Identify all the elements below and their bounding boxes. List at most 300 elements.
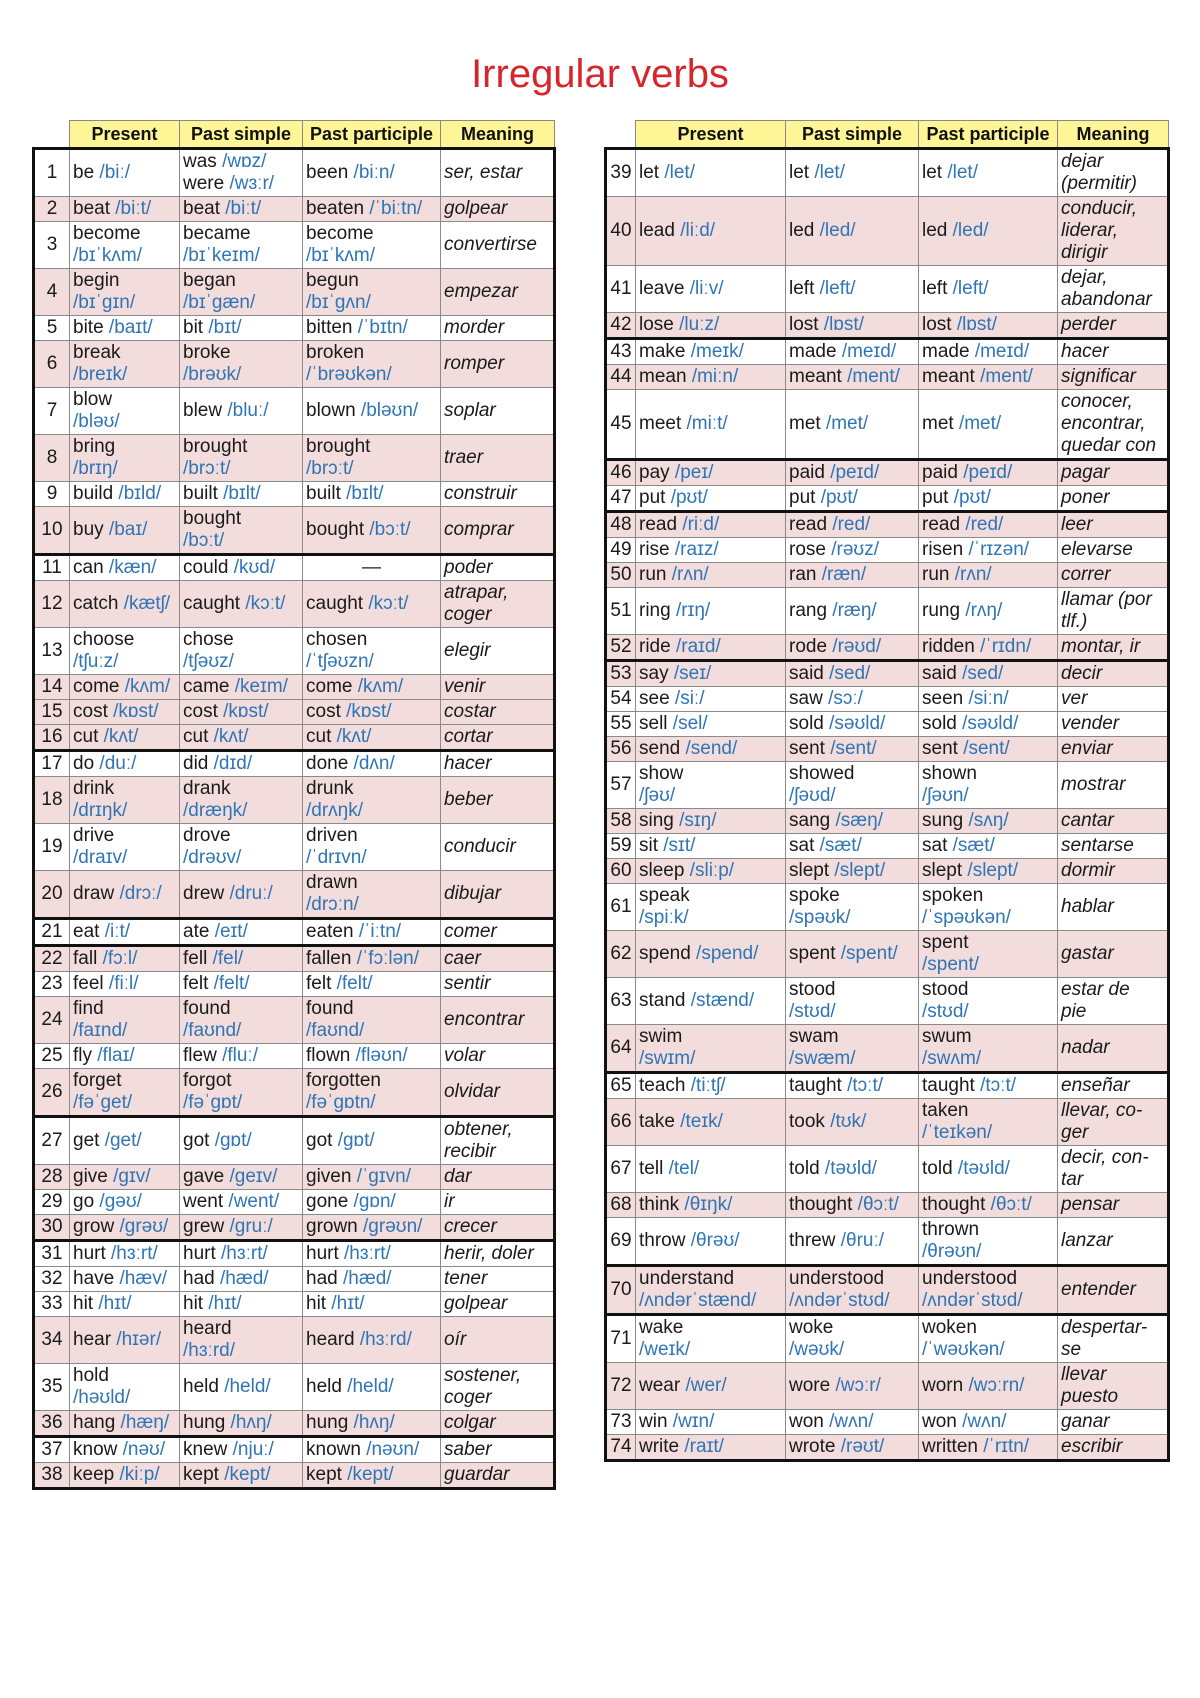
cell-participle xyxy=(303,1215,441,1241)
row-number: 74 xyxy=(606,1435,636,1461)
phonetic-transcription: /slept/ xyxy=(967,860,1019,881)
phonetic-transcription: /kept/ xyxy=(224,1464,271,1485)
cell-past xyxy=(786,1073,919,1099)
phonetic-transcription: /hɪər/ xyxy=(116,1329,162,1350)
cell-meaning: ganar xyxy=(1058,1410,1169,1435)
phonetic-transcription: /fəˈɡɒtn/ xyxy=(306,1092,376,1113)
phonetic-transcription: /kʊd/ xyxy=(233,557,276,578)
cell-meaning: despertar- se xyxy=(1058,1315,1169,1363)
phonetic-transcription: /bɪlt/ xyxy=(346,483,384,504)
verb-form: gave xyxy=(183,1166,230,1187)
cell-present xyxy=(636,149,786,197)
verb-form: do xyxy=(73,753,100,774)
phonetic-transcription: /kept/ xyxy=(347,1464,394,1485)
cell-past xyxy=(786,809,919,834)
phonetic-transcription: /sæt/ xyxy=(819,835,862,856)
verb-form: swum xyxy=(922,1026,972,1047)
verb-form: chosen xyxy=(306,629,368,650)
cell-participle xyxy=(919,884,1058,931)
phonetic-transcription: /iːt/ xyxy=(104,921,131,942)
verb-form: have xyxy=(73,1268,120,1289)
phonetic-transcription: /sent/ xyxy=(830,738,877,759)
phonetic-transcription: /θrəʊn/ xyxy=(922,1241,982,1262)
verb-row xyxy=(34,482,555,507)
verb-form: led xyxy=(789,220,820,241)
verb-form: teach xyxy=(639,1075,691,1096)
verb-form: sell xyxy=(639,713,673,734)
verb-form: got xyxy=(183,1130,215,1151)
cell-participle xyxy=(303,341,441,388)
verb-form: forget xyxy=(73,1070,122,1091)
phonetic-transcription: /siː/ xyxy=(674,688,705,709)
row-number: 22 xyxy=(34,946,70,972)
cell-past xyxy=(180,824,303,871)
phonetic-transcription: /dræŋk/ xyxy=(183,800,248,821)
verb-form: become xyxy=(73,223,141,244)
row-number: 64 xyxy=(606,1025,636,1073)
cell-meaning: gastar xyxy=(1058,931,1169,978)
cell-past xyxy=(180,269,303,316)
cell-present xyxy=(70,1241,180,1267)
verb-form: leave xyxy=(639,278,690,299)
cell-past xyxy=(180,919,303,946)
verb-form: rose xyxy=(789,539,832,560)
verb-form: buy xyxy=(73,519,109,540)
phonetic-transcription: /hɜːrt/ xyxy=(344,1243,391,1264)
cell-participle xyxy=(303,1165,441,1190)
phonetic-transcription: /kɒst/ xyxy=(346,701,392,722)
verb-row xyxy=(34,871,555,919)
row-number: 72 xyxy=(606,1363,636,1410)
cell-meaning: dibujar xyxy=(441,871,555,919)
phonetic-transcription: /pʊt/ xyxy=(820,487,858,508)
phonetic-transcription: /kɒst/ xyxy=(113,701,159,722)
cell-participle xyxy=(919,390,1058,460)
cell-past xyxy=(786,538,919,563)
phonetic-transcription: /hæŋ/ xyxy=(120,1412,170,1433)
cell-past xyxy=(180,388,303,435)
verb-form: sat xyxy=(789,835,820,856)
phonetic-transcription: /bɔːt/ xyxy=(369,519,411,540)
cell-present xyxy=(70,675,180,700)
cell-past xyxy=(786,834,919,859)
phonetic-transcription: /θɔːt/ xyxy=(990,1194,1032,1215)
verb-form: taught xyxy=(922,1075,981,1096)
phonetic-transcription: /held/ xyxy=(224,1376,271,1397)
verb-row xyxy=(606,978,1169,1025)
verb-form: brought xyxy=(183,436,248,457)
verb-form: hung xyxy=(183,1412,231,1433)
cell-participle xyxy=(919,460,1058,486)
row-number: 14 xyxy=(34,675,70,700)
verb-table-right xyxy=(604,120,1170,1462)
verb-row xyxy=(34,1190,555,1215)
cell-present xyxy=(636,512,786,538)
phonetic-transcription: /spend/ xyxy=(696,943,759,964)
verb-row xyxy=(606,339,1169,365)
row-number: 37 xyxy=(34,1437,70,1463)
cell-present xyxy=(70,1190,180,1215)
cell-participle xyxy=(919,588,1058,635)
cell-participle xyxy=(919,661,1058,687)
cell-past xyxy=(786,266,919,313)
cell-past xyxy=(180,751,303,777)
cell-past xyxy=(180,1411,303,1437)
phonetic-transcription: /bɪlt/ xyxy=(223,483,261,504)
phonetic-transcription: /fel/ xyxy=(212,948,244,969)
row-number: 63 xyxy=(606,978,636,1025)
verb-form: say xyxy=(639,663,674,684)
cell-meaning: cantar xyxy=(1058,809,1169,834)
cell-past xyxy=(180,555,303,581)
cell-past xyxy=(786,978,919,1025)
verb-form: met xyxy=(789,413,826,434)
phonetic-transcription: /seɪ/ xyxy=(673,663,712,684)
header-row xyxy=(34,121,555,149)
cell-meaning: golpear xyxy=(441,1292,555,1317)
cell-past xyxy=(786,687,919,712)
row-number: 56 xyxy=(606,737,636,762)
phonetic-transcription: /stʊd/ xyxy=(922,1001,969,1022)
verb-row xyxy=(34,1437,555,1463)
phonetic-transcription: /sliːp/ xyxy=(689,860,735,881)
verb-form: drew xyxy=(183,883,230,904)
cell-meaning: cortar xyxy=(441,725,555,751)
verb-row xyxy=(34,197,555,222)
verb-row xyxy=(34,1117,555,1165)
cell-participle xyxy=(919,1410,1058,1435)
verb-form: blow xyxy=(73,389,113,410)
row-number: 27 xyxy=(34,1117,70,1165)
cell-meaning: elevarse xyxy=(1058,538,1169,563)
row-number: 19 xyxy=(34,824,70,871)
phonetic-transcription: /bluː/ xyxy=(227,400,269,421)
phonetic-transcription: /hæd/ xyxy=(342,1268,392,1289)
verb-form: led xyxy=(922,220,953,241)
cell-past xyxy=(786,1193,919,1218)
cell-present xyxy=(70,1165,180,1190)
cell-past xyxy=(786,512,919,538)
phonetic-transcription: /spent/ xyxy=(840,943,898,964)
phonetic-transcription: /siːn/ xyxy=(968,688,1009,709)
phonetic-transcription: /təʊld/ xyxy=(824,1158,877,1179)
phonetic-transcription: /swɪm/ xyxy=(639,1048,696,1069)
verb-row xyxy=(34,1069,555,1117)
phonetic-transcription: /slept/ xyxy=(834,860,886,881)
verb-form: sung xyxy=(922,810,969,831)
cell-present xyxy=(70,725,180,751)
phonetic-transcription: /ˈwəʊkən/ xyxy=(922,1339,1005,1360)
verb-form: sold xyxy=(789,713,830,734)
cell-past xyxy=(180,222,303,269)
verb-form: win xyxy=(639,1411,673,1432)
cell-past xyxy=(180,1069,303,1117)
verb-row xyxy=(606,1266,1169,1315)
cell-participle xyxy=(303,1292,441,1317)
cell-past xyxy=(786,1315,919,1363)
phonetic-transcription: /stʊd/ xyxy=(789,1001,836,1022)
phonetic-transcription: /liːd/ xyxy=(680,220,716,241)
verb-form: paid xyxy=(789,462,831,483)
verb-form: held xyxy=(306,1376,348,1397)
cell-meaning: romper xyxy=(441,341,555,388)
cell-past xyxy=(786,1025,919,1073)
verb-form: speak xyxy=(639,885,690,906)
phonetic-transcription: /biːt/ xyxy=(115,198,152,219)
phonetic-transcription: /njuː/ xyxy=(232,1439,274,1460)
verb-row xyxy=(606,1073,1169,1099)
cell-present xyxy=(636,687,786,712)
cell-past xyxy=(786,1218,919,1266)
phonetic-transcription: /tʊk/ xyxy=(830,1111,867,1132)
phonetic-transcription: /kɔːt/ xyxy=(368,593,409,614)
verb-form: flew xyxy=(183,1045,223,1066)
verb-form: sat xyxy=(922,835,953,856)
cell-present xyxy=(636,563,786,588)
row-number: 21 xyxy=(34,919,70,946)
cell-present xyxy=(636,266,786,313)
cell-past xyxy=(786,1266,919,1315)
verb-form: feel xyxy=(73,973,109,994)
cell-past xyxy=(786,661,919,687)
verb-form: run xyxy=(639,564,672,585)
phonetic-transcription: /ræŋ/ xyxy=(832,600,877,621)
verb-form: lost xyxy=(789,314,824,335)
phonetic-transcription: /bɪˈɡʌn/ xyxy=(306,292,371,313)
phonetic-transcription: /hɜːrd/ xyxy=(359,1329,412,1350)
verb-form: cut xyxy=(306,726,337,747)
verb-form: chose xyxy=(183,629,234,650)
verb-form: blew xyxy=(183,400,228,421)
verb-form: grown xyxy=(306,1216,364,1237)
cell-participle xyxy=(919,1099,1058,1146)
cell-meaning: conocer, encontrar, quedar con xyxy=(1058,390,1169,460)
phonetic-transcription: /breɪk/ xyxy=(73,364,128,385)
cell-present xyxy=(636,859,786,884)
phonetic-transcription: /nəʊ/ xyxy=(122,1439,166,1460)
cell-meaning: volar xyxy=(441,1044,555,1069)
phonetic-transcription: /ʌndərˈstʊd/ xyxy=(789,1290,890,1311)
cell-participle xyxy=(303,581,441,628)
cell-present xyxy=(70,507,180,555)
phonetic-transcription: /rəʊz/ xyxy=(831,539,880,560)
cell-participle xyxy=(303,269,441,316)
cell-present xyxy=(636,486,786,512)
phonetic-transcription: /dɪd/ xyxy=(213,753,253,774)
cell-participle xyxy=(919,563,1058,588)
cell-present xyxy=(636,1025,786,1073)
cell-present xyxy=(70,628,180,675)
verb-form: ridden xyxy=(922,636,981,657)
verb-row xyxy=(606,1410,1169,1435)
verb-form: spent xyxy=(922,932,969,953)
cell-participle xyxy=(303,700,441,725)
verb-form: woke xyxy=(789,1317,834,1338)
verb-form: fallen xyxy=(306,948,357,969)
cell-participle xyxy=(303,972,441,997)
verb-form: understood xyxy=(789,1268,885,1289)
cell-meaning: oír xyxy=(441,1317,555,1364)
row-number: 68 xyxy=(606,1193,636,1218)
verb-form: put xyxy=(639,487,671,508)
verb-form: sold xyxy=(922,713,963,734)
phonetic-transcription: /led/ xyxy=(819,220,856,241)
verb-row xyxy=(34,316,555,341)
cell-present xyxy=(636,1193,786,1218)
cell-present xyxy=(70,700,180,725)
phonetic-transcription: /ˈtʃəʊzn/ xyxy=(306,651,374,672)
verb-row xyxy=(34,919,555,946)
cell-past xyxy=(786,1435,919,1461)
verb-form: had xyxy=(306,1268,343,1289)
verb-form: told xyxy=(922,1158,958,1179)
cell-meaning: golpear xyxy=(441,197,555,222)
verb-form: beat xyxy=(73,198,116,219)
verb-form: find xyxy=(73,998,104,1019)
cell-participle xyxy=(303,1241,441,1267)
phonetic-transcription: /wɔːr/ xyxy=(835,1375,881,1396)
cell-present xyxy=(70,1364,180,1411)
cell-present xyxy=(636,390,786,460)
phonetic-transcription: /fiːl/ xyxy=(108,973,139,994)
cell-present xyxy=(70,946,180,972)
cell-present xyxy=(636,1266,786,1315)
row-number: 40 xyxy=(606,197,636,266)
verb-form: catch xyxy=(73,593,124,614)
phonetic-transcription: /kʌt/ xyxy=(336,726,372,747)
cell-participle xyxy=(919,1435,1058,1461)
cell-present xyxy=(636,884,786,931)
cell-meaning: obtener, recibir xyxy=(441,1117,555,1165)
verb-form: beaten xyxy=(306,198,370,219)
row-number: 53 xyxy=(606,661,636,687)
phonetic-transcription: /hɪt/ xyxy=(208,1293,242,1314)
row-number: 7 xyxy=(34,388,70,435)
verb-form: known xyxy=(306,1439,367,1460)
header-past-simple: Past simple xyxy=(180,121,303,149)
cell-meaning: guardar xyxy=(441,1463,555,1489)
cell-meaning: construir xyxy=(441,482,555,507)
cell-participle xyxy=(919,1073,1058,1099)
phonetic-transcription: /meɪd/ xyxy=(841,341,897,362)
cell-present xyxy=(636,538,786,563)
cell-participle xyxy=(919,149,1058,197)
cell-present xyxy=(636,762,786,809)
phonetic-transcription: /ˈdrɪvn/ xyxy=(306,847,367,868)
verb-form: break xyxy=(73,342,121,363)
verb-row xyxy=(606,197,1169,266)
verb-form: ate xyxy=(183,921,215,942)
cell-past xyxy=(180,1044,303,1069)
phonetic-transcription: /ʌndərˈstʊd/ xyxy=(922,1290,1023,1311)
verb-form: spoken xyxy=(922,885,984,906)
verb-row xyxy=(34,1411,555,1437)
row-number: 70 xyxy=(606,1266,636,1315)
verb-form: make xyxy=(639,341,691,362)
cell-present xyxy=(636,460,786,486)
cell-participle xyxy=(919,1193,1058,1218)
cell-meaning: herir, doler xyxy=(441,1241,555,1267)
cell-participle xyxy=(303,388,441,435)
cell-meaning: caer xyxy=(441,946,555,972)
verb-form: showed xyxy=(789,763,855,784)
verb-row xyxy=(34,725,555,751)
cell-past xyxy=(180,1215,303,1241)
cell-present xyxy=(70,871,180,919)
verb-form: run xyxy=(922,564,955,585)
row-number: 17 xyxy=(34,751,70,777)
cell-present xyxy=(70,149,180,197)
phonetic-transcription: /sʌŋ/ xyxy=(968,810,1009,831)
verb-form: seen xyxy=(922,688,969,709)
cell-participle xyxy=(303,1317,441,1364)
phonetic-transcription: /ɡet/ xyxy=(104,1130,142,1151)
verb-row xyxy=(606,834,1169,859)
verb-row xyxy=(606,687,1169,712)
verb-form: ride xyxy=(639,636,676,657)
phonetic-transcription: /biːt/ xyxy=(225,198,262,219)
cell-past xyxy=(786,635,919,661)
verb-form: drive xyxy=(73,825,115,846)
verb-row xyxy=(606,1363,1169,1410)
verb-form: felt xyxy=(183,973,214,994)
verb-form: bought xyxy=(183,508,242,529)
cell-present xyxy=(70,482,180,507)
verb-form: begin xyxy=(73,270,120,291)
verb-form: slept xyxy=(789,860,835,881)
cell-participle xyxy=(919,859,1058,884)
verb-row xyxy=(606,1435,1169,1461)
phonetic-transcription: /lɒst/ xyxy=(956,314,997,335)
verb-form: met xyxy=(922,413,959,434)
row-number: 12 xyxy=(34,581,70,628)
verb-form: wrote xyxy=(789,1436,841,1457)
cell-meaning: convertirse xyxy=(441,222,555,269)
row-number: 30 xyxy=(34,1215,70,1241)
cell-participle xyxy=(919,1218,1058,1266)
row-number: 8 xyxy=(34,435,70,482)
cell-past xyxy=(786,365,919,390)
verb-form: go xyxy=(73,1191,100,1212)
phonetic-transcription: /kʌt/ xyxy=(103,726,139,747)
verb-form: hurt xyxy=(183,1243,222,1264)
verb-row xyxy=(34,751,555,777)
verb-row xyxy=(34,269,555,316)
cell-present xyxy=(70,1069,180,1117)
phonetic-transcription: /ʌndərˈstænd/ xyxy=(639,1290,757,1311)
verb-form: found xyxy=(183,998,231,1019)
verb-form: thought xyxy=(789,1194,858,1215)
verb-form: drawn xyxy=(306,872,358,893)
row-number: 36 xyxy=(34,1411,70,1437)
verb-row xyxy=(34,972,555,997)
phonetic-transcription: /ɡrəʊ/ xyxy=(119,1216,169,1237)
verb-form: became xyxy=(183,223,251,244)
verb-form: cost xyxy=(73,701,114,722)
verb-form: took xyxy=(789,1111,831,1132)
verb-form: thought xyxy=(922,1194,991,1215)
phonetic-transcription: /θruː/ xyxy=(840,1230,885,1251)
cell-present xyxy=(636,1099,786,1146)
phonetic-transcription: /send/ xyxy=(685,738,738,759)
cell-present xyxy=(70,269,180,316)
row-number: 44 xyxy=(606,365,636,390)
cell-present xyxy=(636,1363,786,1410)
phonetic-transcription: /wʌn/ xyxy=(962,1411,1007,1432)
verb-row xyxy=(34,1165,555,1190)
cell-past xyxy=(180,316,303,341)
verb-form: eaten xyxy=(306,921,359,942)
